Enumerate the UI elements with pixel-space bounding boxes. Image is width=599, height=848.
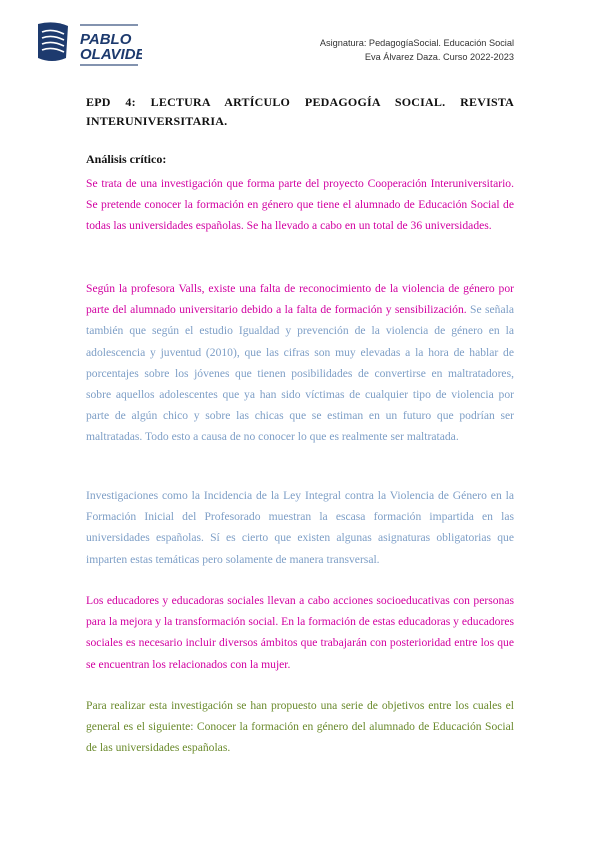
document-title: EPD 4: LECTURA ARTÍCULO PEDAGOGÍA SOCIAL. REVISTA INTERUNIVERSITARIA. bbox=[86, 95, 514, 128]
paragraph-objectives: Para realizar esta investigación se han propuesto una serie de objetivos entre los cuales el general es el siguiente: Conocer la formación en género del alumnado de Educación Social de las universidades españolas. bbox=[86, 699, 514, 755]
document-header bbox=[320, 36, 514, 64]
svg-text:OLAVIDE: OLAVIDE bbox=[80, 46, 142, 63]
section-subtitle: Análisis crítico: bbox=[86, 152, 167, 166]
university-logo bbox=[36, 18, 142, 70]
logo-emblem bbox=[38, 22, 68, 61]
paragraph-educators: Los educadores y educadoras sociales llevan a cabo acciones socioeducativas con personas para la mejora y la transformación social. En la formación de estas educadoras y educadores sociales es necesario incluir diversos ámbitos que trabajarán con posterioridad entre los que se encuentran los relacionados con la mujer. bbox=[86, 594, 514, 671]
paragraph-context-highlight: Según la profesora Valls, existe una falta de reconocimiento de la violencia de género por parte del alumnado universitario debido a la falta de formación y sensibilización. bbox=[86, 282, 514, 317]
paragraph-intro: Se trata de una investigación que forma parte del proyecto Cooperación Interuniversitario. Se pretende conocer la formación en género que tiene el alumnado de Educación Social de todas las universidades españolas. Se ha llevado a cabo en un total de 36 universidades. bbox=[86, 177, 514, 233]
subject-line: Asignatura: PedagogíaSocial. Educación Social bbox=[319, 38, 514, 48]
paragraph-context bbox=[86, 278, 514, 448]
paragraph-research: Investigaciones como la Incidencia de la Ley Integral contra la Violencia de Género en la Formación Inicial del Profesorado muestran la escasa formación impartida en las universidades españolas. Sí es cierto que existen algunas asignaturas obligatorias que imparten estas temáticas pero solamente de manera transversal. bbox=[86, 489, 514, 566]
svg-text:PABLO: PABLO bbox=[80, 31, 132, 48]
logo-wordmark bbox=[80, 24, 142, 66]
paragraph-context-study: Se señala también que según el estudio Igualdad y prevención de la violencia de género en la adolescencia y juventud (2010), que las cifras son muy elevadas a la hora de hablar de porcentajes sobre los jóvenes que tienen posibilidades de convertirse en maltratadores, sobre aquellos adolescentes que ya han sido víctimas de cualquier tipo de violencia por parte de algún chico y sobre las chicas que se estiman en un futuro que podrían ser maltratadas. Todo esto a causa de no conocer lo que es realmente ser maltratada. bbox=[86, 303, 514, 444]
author-line: Eva Álvarez Daza. Curso 2022-2023 bbox=[364, 52, 514, 62]
